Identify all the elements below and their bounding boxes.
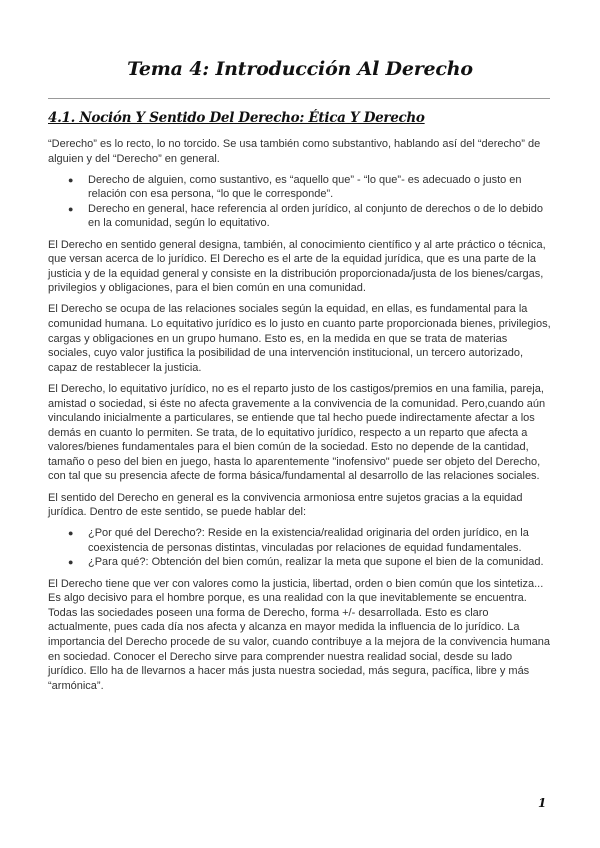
- list-item: [68, 173, 552, 202]
- list-item: [68, 555, 552, 570]
- list-item-text: Derecho en general, hace referencia al orden jurídico, al conjunto de derechos o de lo debido en la comunidad, según lo equitativo.: [88, 202, 543, 230]
- page-number: 1: [538, 796, 547, 810]
- paragraph-1: “Derecho” es lo recto, lo no torcido. Se usa también como substantivo, hablando así del “derecho” de alguien y del “Derecho” en general.: [48, 138, 541, 165]
- paragraph-6: El Derecho tiene que ver con valores como la justicia, libertad, orden o bien común que los sintetiza... Es algo decisivo para el hombre porque, es una realidad con la que inevitablemente se encuentra. Todas las sociedades poseen una forma de Derecho, forma +/- desarrollada. Esto es claro actualmente, pues cada día nos afecta y alcanza en mayor medida la influencia de lo jurídico. La importancia del Derecho procede de su valor, cuando contribuye a la mejora de la convivencia humana en sociedad. Conocer el Derecho sirve para comprender nuestra realidad social, desde su lado jurídico. Ello ha de llevarnos a hacer más justa nuestra sociedad, más segura, pacífica, libre y más “armónica”.: [48, 577, 551, 692]
- list-item-text: ¿Para qué?: Obtención del bien común, realizar la meta que supone el bien de la comunidad.: [88, 556, 544, 569]
- bullet-icon: ●: [68, 528, 74, 539]
- bullet-icon: ●: [68, 203, 74, 214]
- paragraph-3: El Derecho se ocupa de las relaciones sociales según la equidad, en ellas, es fundamental para la comunidad humana. Lo equitativo jurídico es lo justo en cuanto parte proporcionada bienes, privilegios, cargas y obligaciones en un grupo humano. Esto es, en la medida en que se trata de materias sociales, cuyo valor justifica la posibilidad de una intervención institucional, un tercero autorizado, capaz de restablecer la justicia.: [48, 303, 551, 374]
- bullet-icon: ●: [68, 557, 74, 568]
- list-item-text: Derecho de alguien, como sustantivo, es “aquello que” - “lo que”- es adecuado o justo en relación con esa persona, “lo que le corresponde”.: [88, 173, 522, 201]
- paragraph-2: El Derecho en sentido general designa, también, al conocimiento científico y al arte práctico o técnica, que versan acerca de lo jurídico. El Derecho es el arte de la equidad jurídica, que es una parte de la justicia y de la equidad general y consiste en la distribución proporcionada/justa de los bienes/cargas, privilegios y obligaciones, para el bien común en una comunidad.: [48, 238, 546, 295]
- paragraph-4: El Derecho, lo equitativo jurídico, no es el reparto justo de los castigos/premios en una familia, pareja, amistad o sociedad, si éste no afecta gravemente a la convivencia de la comunidad. Pero,cuando aún vinculando inicialmente a particulares, se entiende que tal hecho puede indirectamente afectar a los demás en cuanto lo permiten. Se trata, de lo equitativo jurídico, respecto a un reparto que afecta a valores/bienes fundamentales para el bien común de la sociedad. Esto no depende de la cantidad, tamaño o peso del bien en juego, hasta lo aparentemente "inofensivo" puede ser objeto del Derecho, con tal que su presencia afecte de forma básica/fundamental al desarrollo de las relaciones sociales.: [48, 382, 546, 483]
- paragraph-5: El sentido del Derecho en general es la convivencia armoniosa entre sujetos gracias a la equidad jurídica. Dentro de este sentido, se puede hablar del:: [48, 491, 523, 519]
- meaning-list: [48, 526, 552, 570]
- title-divider: [48, 98, 550, 99]
- body-text: [48, 137, 552, 700]
- definition-list: [48, 173, 552, 231]
- bullet-icon: ●: [68, 174, 74, 185]
- page-title: Tema 4: Introducción Al Derecho: [127, 58, 473, 80]
- list-item-text: ¿Por qué del Derecho?: Reside en la existencia/realidad originaria del orden jurídico, en la coexistencia de personas distintas, vinculadas por relaciones de equidad fundamentales.: [88, 527, 529, 554]
- list-item: [68, 202, 552, 231]
- section-heading: 4.1. Noción Y Sentido Del Derecho: Ética Y Derecho: [48, 110, 425, 126]
- list-item: [68, 526, 552, 555]
